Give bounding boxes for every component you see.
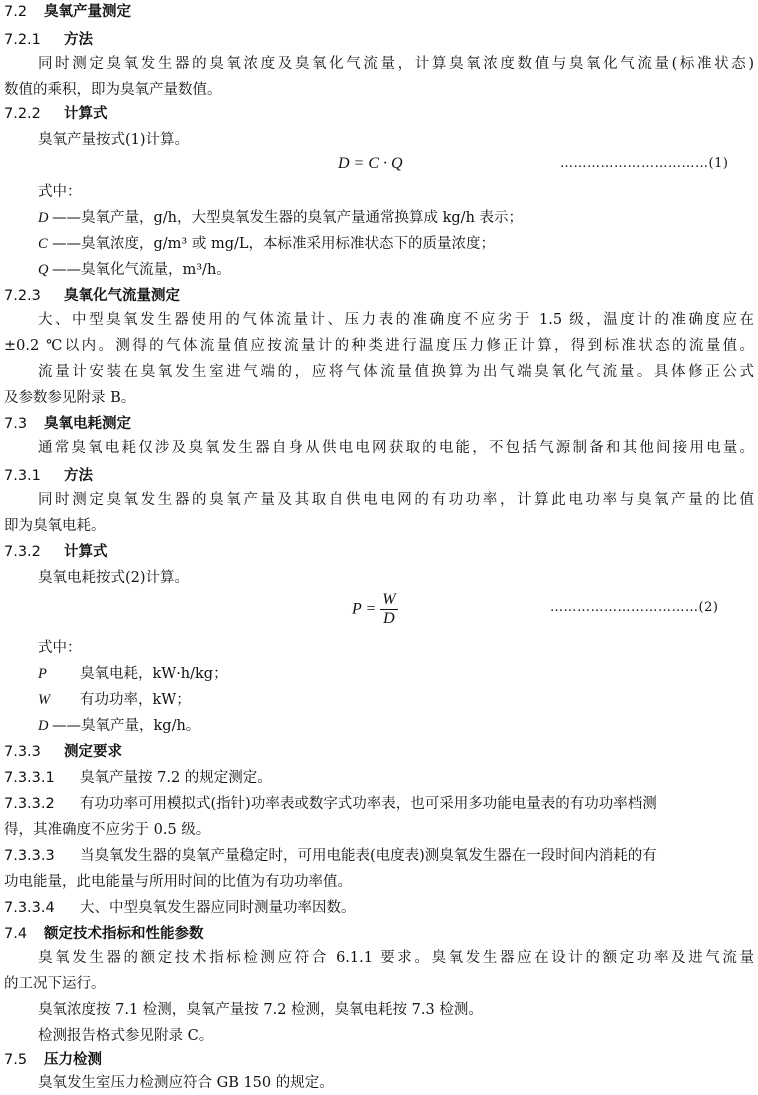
definition-symbol: D (38, 718, 49, 734)
heading-7-3-3 (4, 742, 122, 762)
paragraph-line: 得，其准确度不应劣于 0.5 级。 (4, 822, 211, 838)
formula-2 (352, 592, 398, 627)
definition-row (38, 260, 231, 280)
heading-7-3-1 (4, 466, 93, 486)
clause-7-3-3-3 (4, 846, 754, 866)
clause-number: 7.3.3.3 (4, 848, 55, 864)
paragraph-line: 及参数参见附录 B。 (4, 390, 136, 406)
heading-7-2-3 (4, 286, 180, 306)
section-title: 臭氧电耗测定 (44, 416, 131, 432)
fraction (380, 592, 397, 627)
heading-7-2-2 (4, 104, 108, 124)
equation-number-2: ……………………………(2) (550, 600, 719, 615)
definition-symbol: W (38, 692, 51, 708)
definition-row (38, 690, 191, 710)
definition-row (38, 234, 495, 254)
section-title: 计算式 (64, 544, 108, 560)
section-title: 臭氧产量测定 (44, 4, 131, 20)
paragraph-line: 臭氧发生室压力检测应符合 GB 150 的规定。 (38, 1075, 334, 1091)
section-number: 7.4 (4, 926, 28, 942)
clause-7-3-3-4 (4, 898, 356, 918)
heading-7-3-2 (4, 542, 108, 562)
definition-text: ——臭氧化气流量，m³/h。 (52, 262, 231, 278)
definition-row (38, 716, 200, 736)
paragraph-line: 检测报告格式参见附录 C。 (38, 1028, 214, 1044)
section-title: 方法 (64, 468, 93, 484)
heading-7-3 (4, 414, 131, 434)
paragraph-line: 同时测定臭氧发生器的臭氧产量及其取自供电电网的有功功率，计算此电功率与臭氧产量的比值 (38, 492, 754, 508)
formula-intro: 臭氧电耗按式(2)计算。 (38, 570, 190, 586)
paragraph-line: 即为臭氧电耗。 (4, 518, 106, 534)
paragraph-line: 的工况下运行。 (4, 976, 106, 992)
paragraph-line: 功电能量，此电能量与所用时间的比值为有功功率值。 (4, 874, 352, 890)
clause-number: 7.3.3.4 (4, 900, 55, 916)
section-title: 额定技术指标和性能参数 (44, 926, 204, 942)
heading-7-4 (4, 924, 204, 944)
definition-text: ——臭氧浓度，g/m³ 或 mg/L，本标准采用标准状态下的质量浓度； (52, 236, 495, 252)
section-number: 7.2.1 (4, 32, 41, 48)
paragraph-line: 大、中型臭氧发生器使用的气体流量计、压力表的准确度不应劣于 1.5 级，温度计的准确度应在 (38, 312, 754, 328)
definition-symbol: Q (38, 262, 49, 278)
paragraph-line: 同时测定臭氧发生器的臭氧浓度及臭氧化气流量，计算臭氧浓度数值与臭氧化气流量(标准状态) (38, 56, 754, 72)
equation-number-1: ……………………………(1) (560, 156, 729, 171)
clause-text: 当臭氧发生器的臭氧产量稳定时，可用电能表(电度表)测臭氧发生器在一段时间内消耗的有 (80, 848, 657, 864)
clause-text: 有功功率可用模拟式(指针)功率表或数字式功率表，也可采用多功能电量表的有功功率档测 (80, 796, 657, 812)
paragraph-line: 通常臭氧电耗仅涉及臭氧发生器自身从供电电网获取的电能，不包括气源制备和其他间接用电量。 (38, 440, 754, 456)
formula-1: D = C · Q (338, 155, 403, 172)
section-title: 压力检测 (44, 1052, 102, 1068)
clause-text: 大、中型臭氧发生器应同时测量功率因数。 (80, 900, 356, 916)
clause-number: 7.3.3.2 (4, 796, 55, 812)
paragraph-line: 臭氧浓度按 7.1 检测，臭氧产量按 7.2 检测，臭氧电耗按 7.3 检测。 (38, 1002, 483, 1018)
section-number: 7.2.2 (4, 106, 41, 122)
where-label: 式中： (38, 640, 82, 656)
section-number: 7.3.2 (4, 544, 41, 560)
section-number: 7.3.1 (4, 468, 41, 484)
definition-text: 有功功率，kW； (80, 692, 191, 708)
section-number: 7.5 (4, 1052, 28, 1068)
definition-row (38, 664, 228, 684)
heading-7-2-1 (4, 30, 93, 50)
paragraph-line: 臭氧发生器的额定技术指标检测应符合 6.1.1 要求。臭氧发生器应在设计的额定功率及进气流量 (38, 950, 754, 966)
clause-7-3-3-2 (4, 794, 754, 814)
paragraph-line: ±0.2 ℃以内。测得的气体流量值应按流量计的种类进行温度压力修正计算，得到标准状态的流量值。 (4, 338, 754, 354)
fraction-denominator: D (383, 610, 395, 627)
clause-number: 7.3.3.1 (4, 770, 55, 786)
definition-symbol: P (38, 666, 47, 682)
section-number: 7.3.3 (4, 744, 41, 760)
definition-text: 臭氧电耗，kW·h/kg； (80, 666, 228, 682)
formula-intro: 臭氧产量按式(1)计算。 (38, 132, 190, 148)
fraction-numerator: W (382, 591, 396, 608)
section-title: 方法 (64, 32, 93, 48)
heading-7-2 (4, 2, 131, 22)
heading-7-5 (4, 1050, 102, 1070)
where-label: 式中： (38, 184, 82, 200)
definition-text: ——臭氧产量，kg/h。 (52, 718, 201, 734)
definition-symbol: D (38, 210, 49, 226)
definition-row (38, 208, 523, 228)
clause-text: 臭氧产量按 7.2 的规定测定。 (80, 770, 272, 786)
section-number: 7.2 (4, 4, 28, 20)
paragraph-line: 流量计安装在臭氧发生室进气端的，应将气体流量值换算为出气端臭氧化气流量。具体修正公式 (38, 364, 754, 380)
section-title: 臭氧化气流量测定 (64, 288, 180, 304)
section-title: 计算式 (64, 106, 108, 122)
paragraph-line: 数值的乘积，即为臭氧产量数值。 (4, 82, 222, 98)
section-number: 7.3 (4, 416, 28, 432)
definition-text: ——臭氧产量，g/h，大型臭氧发生器的臭氧产量通常换算成 kg/h 表示； (52, 210, 524, 226)
clause-7-3-3-1 (4, 768, 272, 788)
definition-symbol: C (38, 236, 48, 252)
section-title: 测定要求 (64, 744, 122, 760)
section-number: 7.2.3 (4, 288, 41, 304)
formula-lhs: P = (352, 600, 377, 618)
